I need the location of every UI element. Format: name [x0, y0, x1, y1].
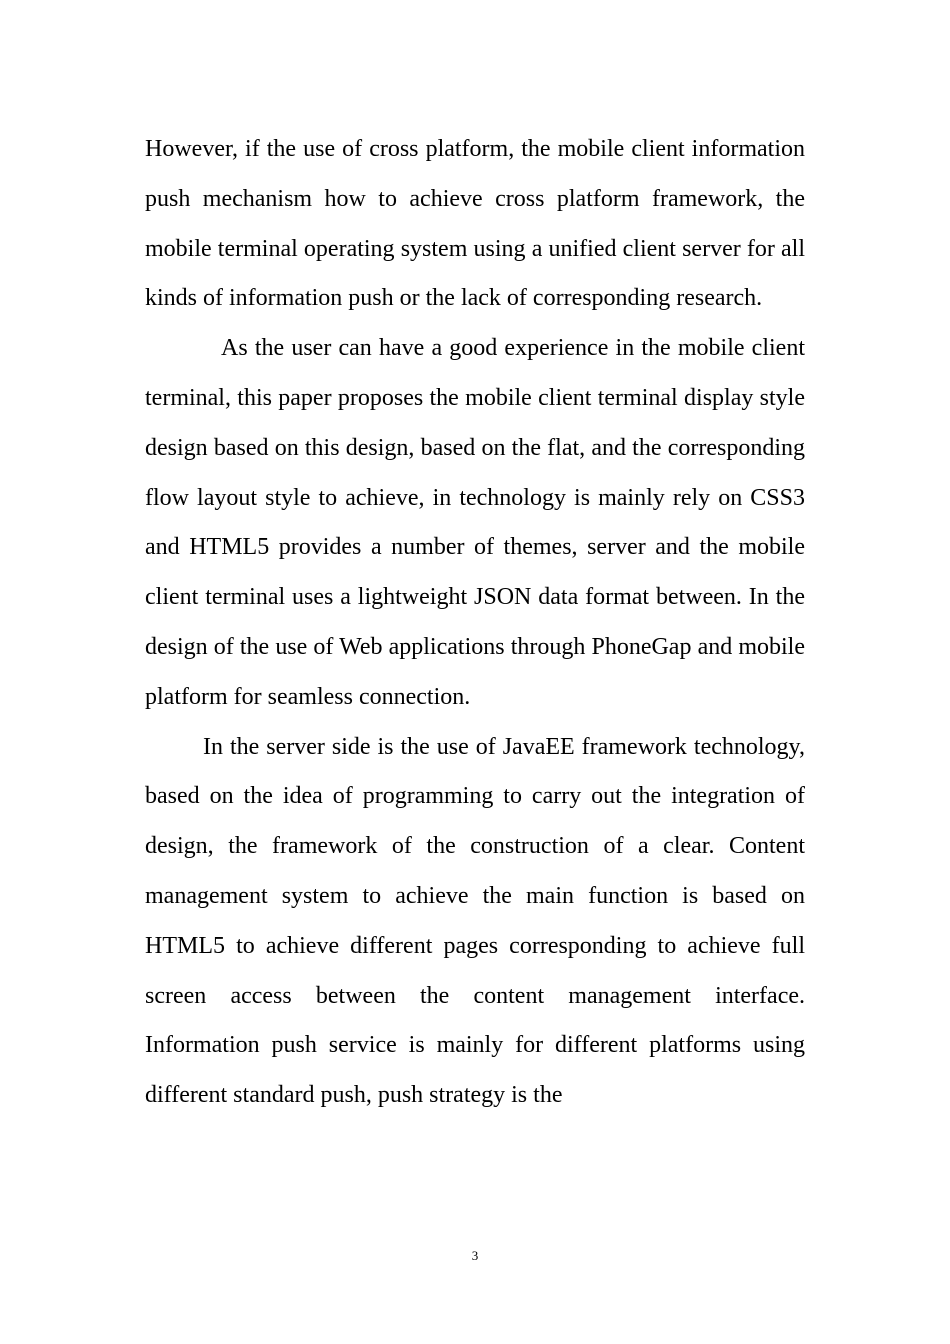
- paragraph-client-display-design: As the user can have a good experience in the mobile client terminal, this paper proposes the mobile client terminal display style design based on this design, based on the flat, and the corresponding flow layout style to achieve, in technology is mainly rely on CSS3 and HTML5 provides a number of themes, server and the mobile client terminal uses a lightweight JSON data format between. In the design of the use of Web applications through PhoneGap and mobile platform for seamless connection.: [145, 335, 805, 710]
- page-number: 3: [471, 1248, 479, 1263]
- paragraph-cross-platform: However, if the use of cross platform, the mobile client information push mechanism how to achieve cross platform framework, the mobile terminal operating system using a unified client server for all kinds of information push or the lack of corresponding research.: [145, 136, 805, 312]
- paragraph-server-side: In the server side is the use of JavaEE framework technology, based on the idea of programming to carry out the integration of design, the framework of the construction of a clear. Content management system to achieve the main function is based on HTML5 to achieve different pages corresponding to achieve full screen access between the content management interface. Information push service is mainly for different platforms using different standard push, push strategy is the: [145, 733, 805, 1109]
- body-text: [145, 125, 805, 1121]
